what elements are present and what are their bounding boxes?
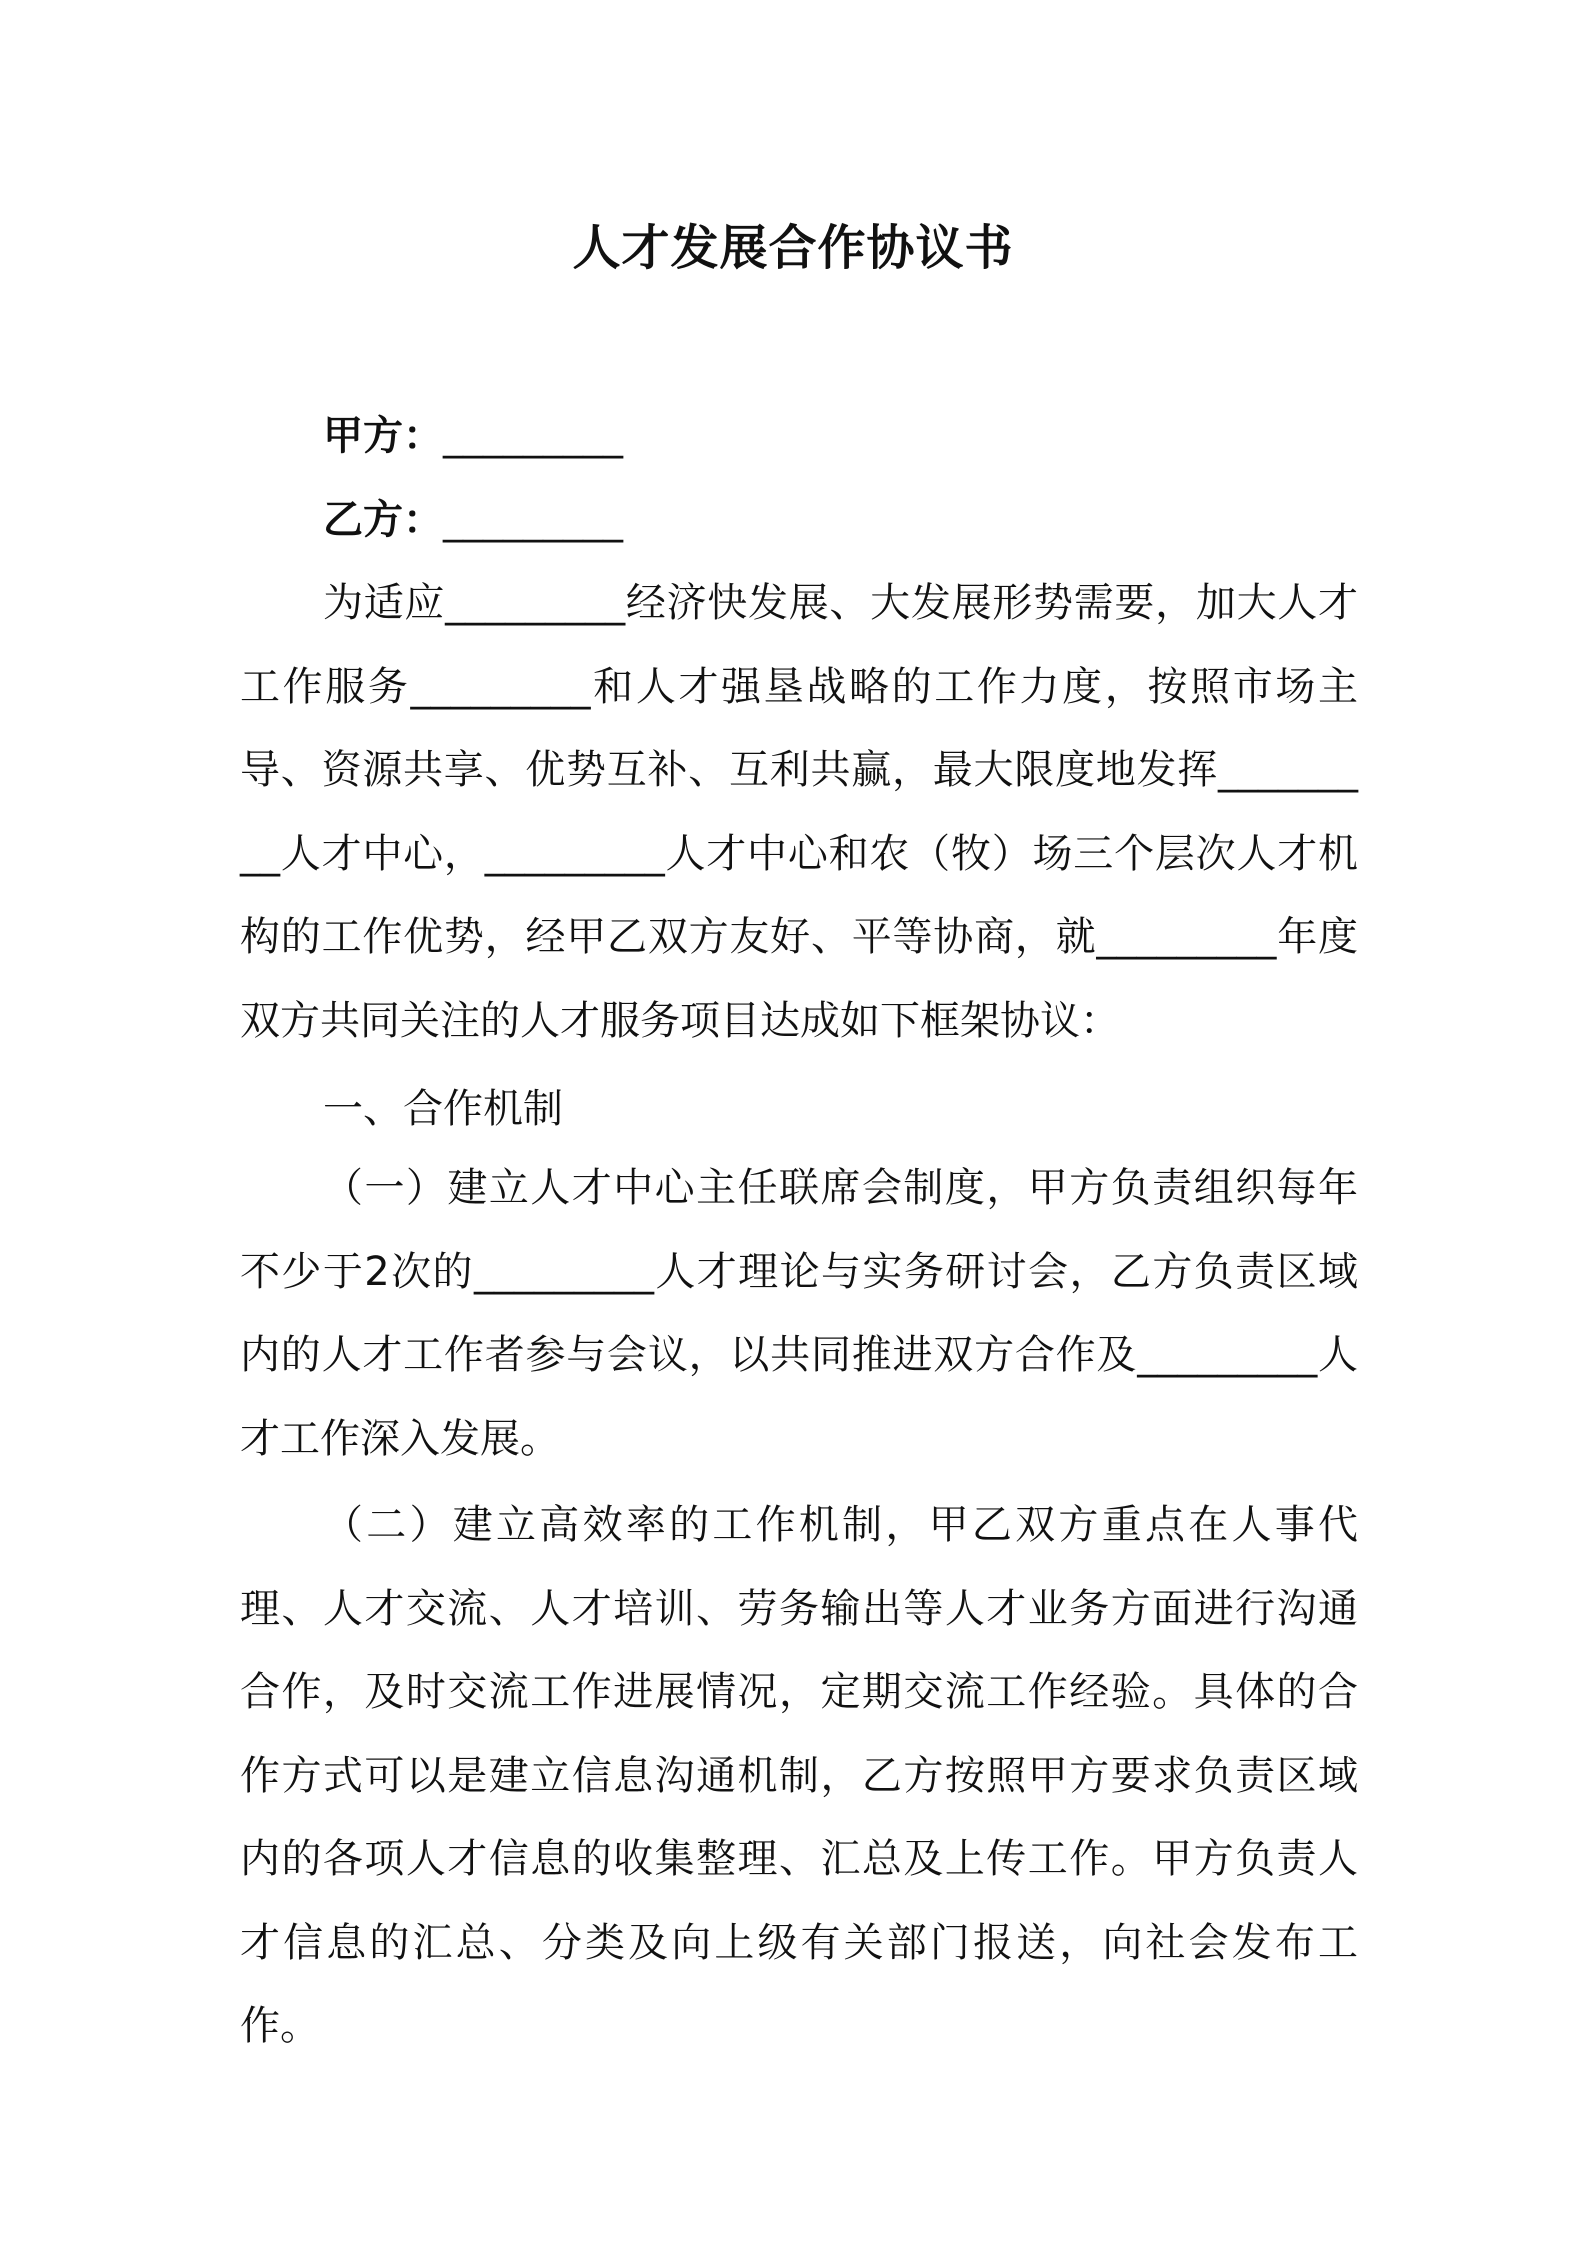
document-title: 人才发展合作协议书 bbox=[572, 220, 1014, 276]
party-a-blank: _________ bbox=[443, 413, 623, 459]
party-a-line bbox=[323, 410, 623, 462]
clause-1-paragraph: （一）建立人才中心主任联席会制度，甲方负责组织每年不少于2次的_________人才理论与实务研讨会，乙方负责区域内的人才工作者参与会议，以共同推进双方合作及_________人才工作深入发展。 bbox=[240, 1165, 1358, 1462]
party-b-label: 乙方： bbox=[323, 497, 443, 543]
section-heading-cooperation-mechanism: 一、合作机制 bbox=[323, 1086, 563, 1132]
clause-2-paragraph: （二）建立高效率的工作机制，甲乙双方重点在人事代理、人才交流、人才培训、劳务输出等人才业务方面进行沟通合作，及时交流工作进展情况，定期交流工作经验。具体的合作方式可以是建立信息沟通机制，乙方按照甲方要求负责区域内的各项人才信息的收集整理、汇总及上传工作。甲方负责人才信息的汇总、分类及向上级有关部门报送，向社会发布工作。 bbox=[240, 1502, 1358, 2049]
party-b-blank: _________ bbox=[443, 497, 623, 543]
party-b-line bbox=[323, 494, 623, 546]
party-a-label: 甲方： bbox=[323, 413, 443, 459]
intro-paragraph: 为适应_________经济快发展、大发展形势需要，加大人才工作服务_________和人才强垦战略的工作力度，按照市场主导、资源共享、优势互补、互利共赢，最大限度地发挥_________人才中心，_________人才中心和农（牧）场三个层次人才机构的工作优势，经甲乙双方友好、平等协商，就_________年度双方共同关注的人才服务项目达成如下框架协议： bbox=[240, 580, 1358, 1044]
